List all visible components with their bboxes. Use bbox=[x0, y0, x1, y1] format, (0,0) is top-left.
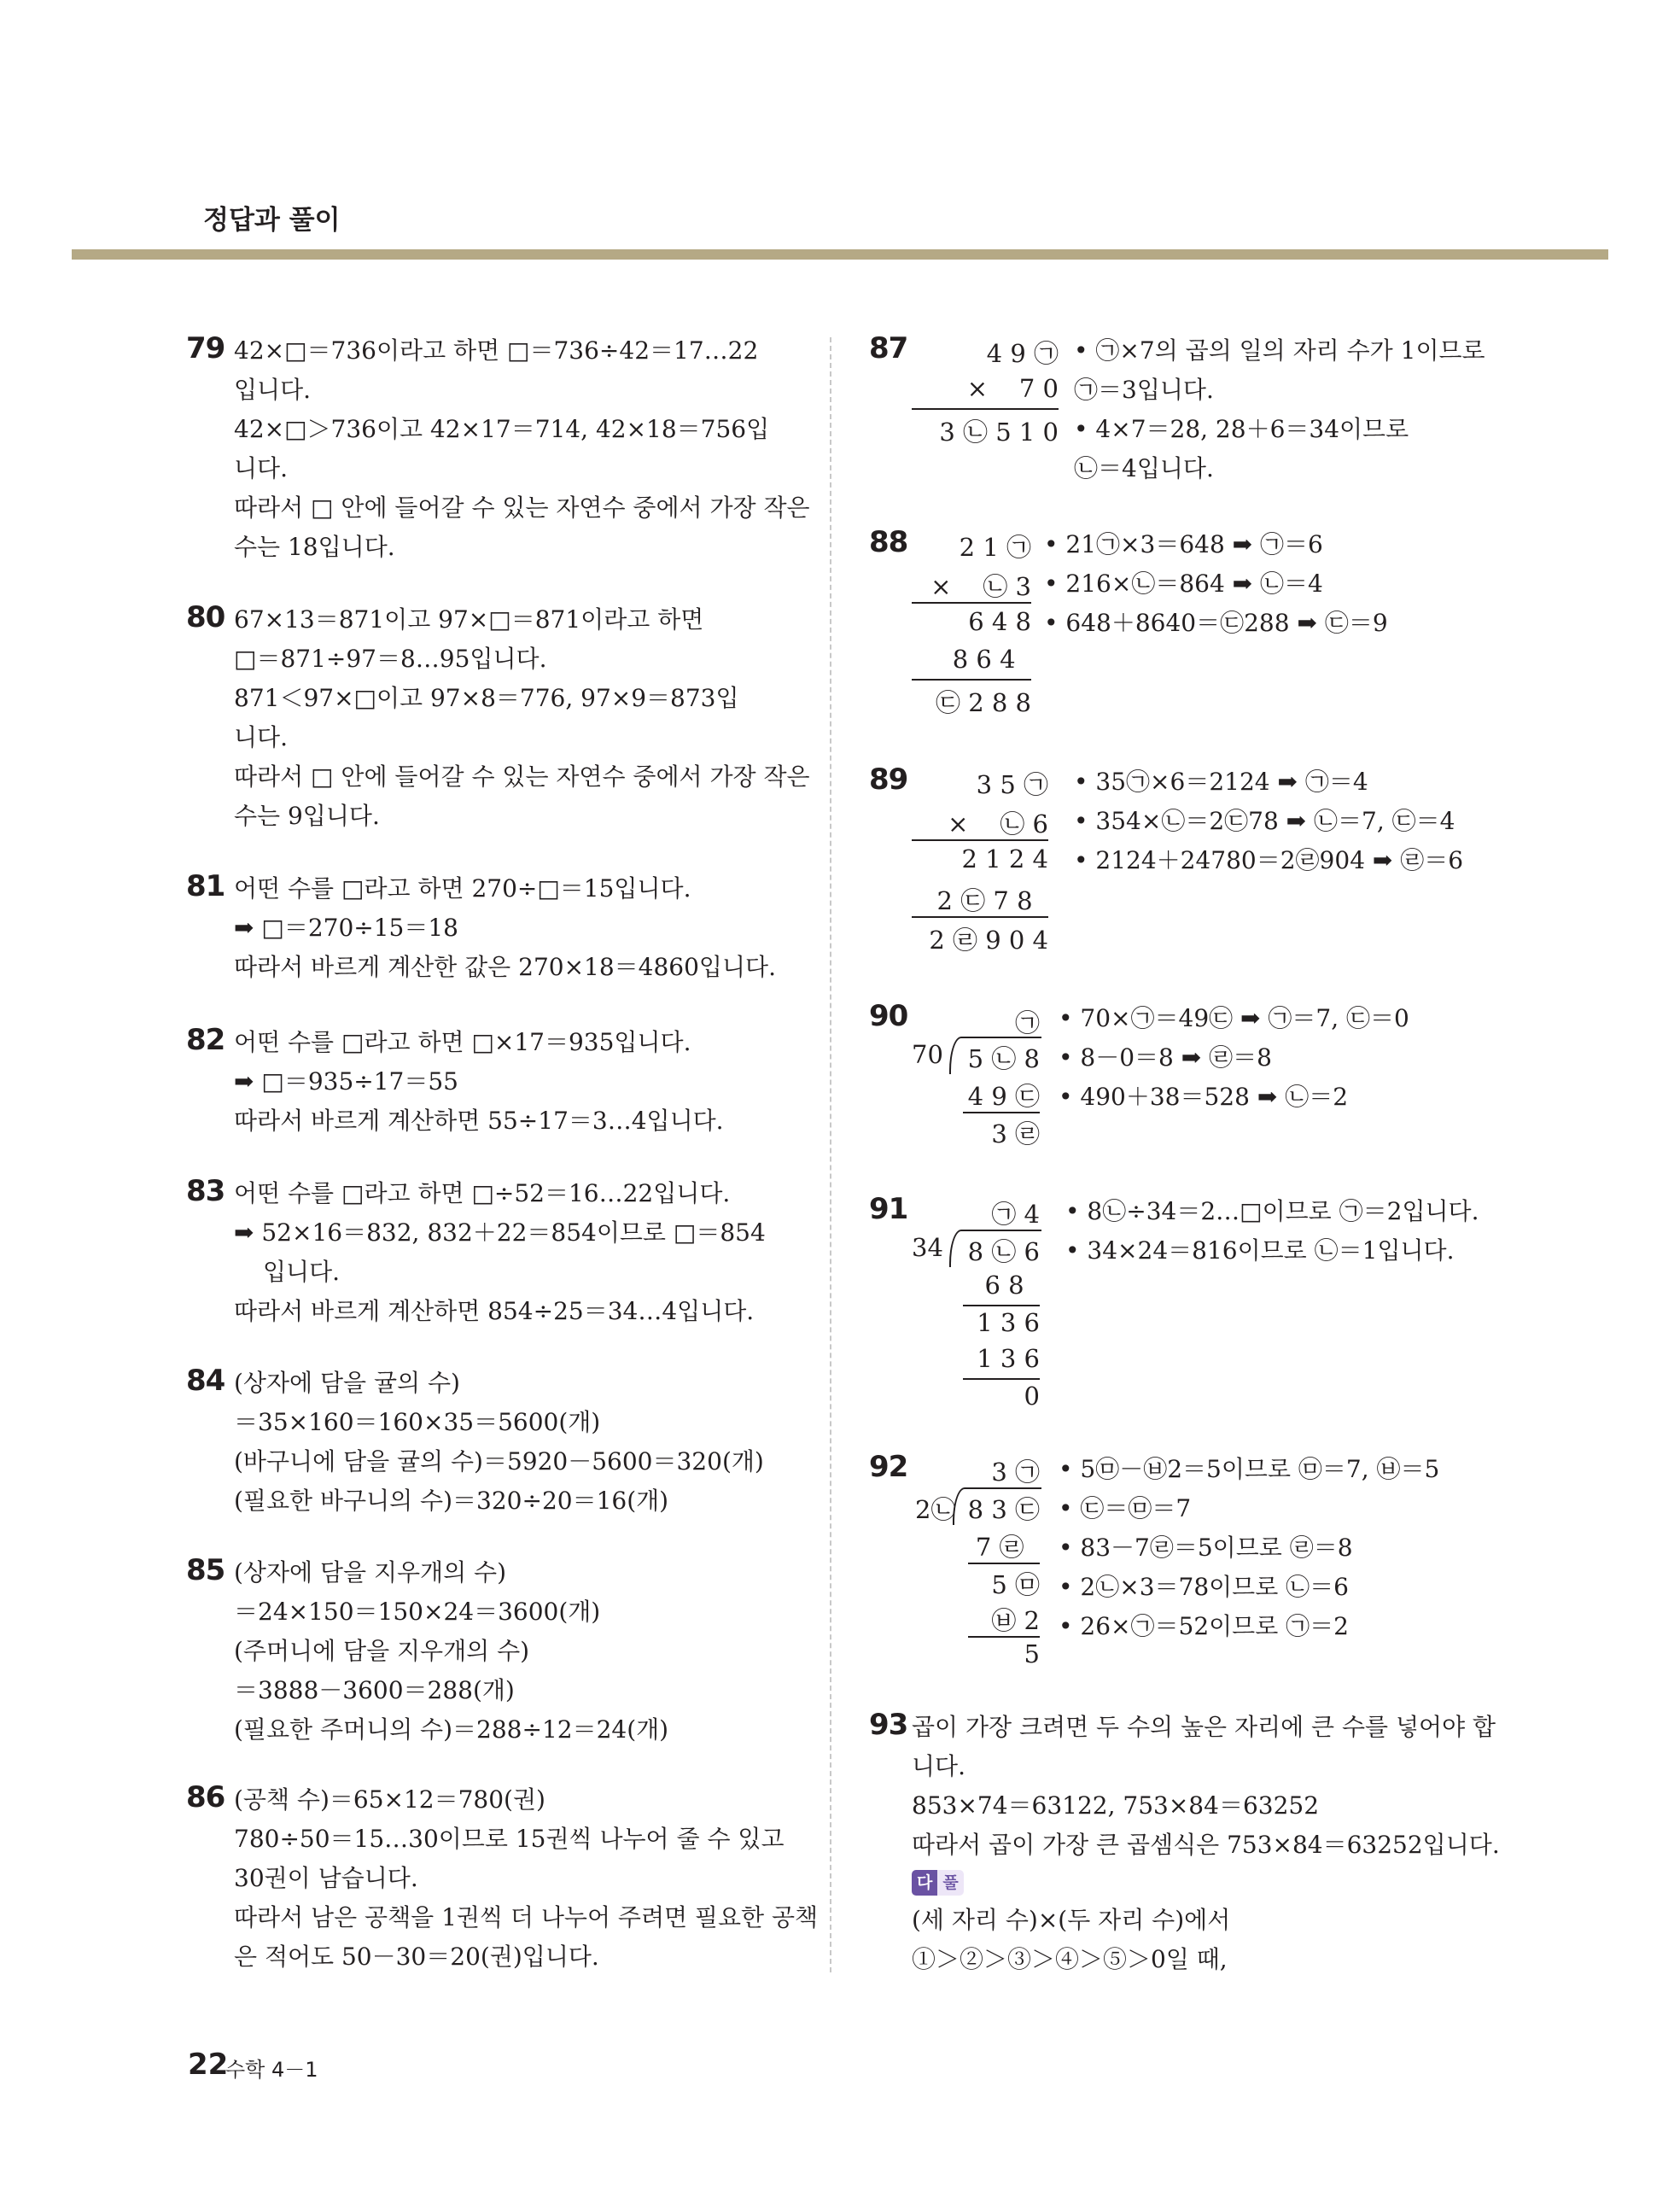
problem-number: 82 bbox=[186, 1023, 225, 1057]
problem-number: 90 bbox=[869, 999, 908, 1033]
calc-row: ㉢ 2 8 8 bbox=[935, 688, 1031, 717]
solution-line: (상자에 담을 지우개의 수) bbox=[234, 1558, 507, 1586]
calc-row: 1 3 6 bbox=[977, 1344, 1040, 1373]
note-line: ㉠＝3입니다. bbox=[1074, 376, 1214, 404]
solution-line: 853×74＝63122, 753×84＝63252 bbox=[912, 1791, 1320, 1820]
solution-line: 니다. bbox=[912, 1752, 965, 1780]
solution-line: (세 자리 수)×(두 자리 수)에서 bbox=[912, 1906, 1231, 1934]
solution-line: 따라서 □ 안에 들어갈 수 있는 자연수 중에서 가장 작은 bbox=[234, 762, 810, 791]
solution-line: (필요한 바구니의 수)＝320÷20＝16(개) bbox=[234, 1487, 669, 1515]
multiplication-layout bbox=[912, 331, 1059, 451]
solution-line: (상자에 담을 귤의 수) bbox=[234, 1369, 460, 1397]
note-line: • 2124＋24780＝2㉣904 ➡ ㉣＝6 bbox=[1074, 846, 1464, 874]
solution-line: 따라서 곱이 가장 큰 곱셈식은 753×84＝63252입니다. bbox=[912, 1831, 1500, 1859]
note-line: • 490＋38＝528 ➡ ㉡＝2 bbox=[1059, 1083, 1349, 1111]
calc-row: × ㉡ 6 bbox=[948, 809, 1048, 838]
calc-row: 6 8 bbox=[984, 1271, 1040, 1300]
solution-line: 67×13＝871이고 97×□＝871이라고 하면 bbox=[234, 605, 704, 634]
remainder-row: 0 bbox=[1024, 1382, 1040, 1411]
calc-rule bbox=[912, 602, 1031, 604]
solution-line: 니다. bbox=[234, 454, 288, 482]
divisor: 34 bbox=[912, 1233, 943, 1262]
calc-row: 2 ㉢ 7 8 bbox=[936, 886, 1048, 915]
problem-number: 88 bbox=[869, 525, 908, 559]
divisor: 70 bbox=[912, 1040, 943, 1069]
solution-line: 어떤 수를 □라고 하면 270÷□＝15입니다. bbox=[234, 874, 691, 903]
note-line: • 35㉠×6＝2124 ➡ ㉠＝4 bbox=[1074, 768, 1368, 796]
calc-row: 1 3 6 bbox=[977, 1308, 1040, 1337]
solution-line: (바구니에 담을 귤의 수)＝5920－5600＝320(개) bbox=[234, 1447, 764, 1475]
note-line: • 4×7＝28, 28＋6＝34이므로 bbox=[1074, 415, 1409, 443]
solution-line: ＝24×150＝150×24＝3600(개) bbox=[234, 1598, 601, 1626]
solution-line: 30권이 남습니다. bbox=[234, 1864, 418, 1892]
problem-number: 85 bbox=[186, 1553, 225, 1587]
note-line: • 34×24＝816이므로 ㉡＝1입니다. bbox=[1065, 1236, 1455, 1265]
note-line: • 354×㉡＝2㉢78 ➡ ㉡＝7, ㉢＝4 bbox=[1074, 807, 1455, 835]
multiplication-layout bbox=[912, 525, 1031, 730]
multiplication-layout bbox=[912, 762, 1048, 967]
solution-line: (필요한 주머니의 수)＝288÷12＝24(개) bbox=[234, 1715, 669, 1744]
calc-row: ㉥ 2 bbox=[991, 1606, 1040, 1635]
calc-row: 4 9 ㉠ bbox=[986, 339, 1059, 368]
remainder-row: 5 bbox=[1024, 1639, 1040, 1668]
quotient-row: 3 ㉠ bbox=[991, 1458, 1040, 1487]
solution-line: (주머니에 담을 지우개의 수) bbox=[234, 1637, 530, 1665]
solution-line: 따라서 바르게 계산한 값은 270×18＝4860입니다. bbox=[234, 953, 776, 981]
problem-number: 80 bbox=[186, 600, 225, 634]
solution-line: ①＞②＞③＞④＞⑤＞0일 때, bbox=[912, 1945, 1228, 1973]
note-line: • ㉢＝㉤＝7 bbox=[1059, 1494, 1192, 1522]
remainder-row: 3 ㉣ bbox=[991, 1119, 1040, 1148]
solution-line: 수는 18입니다. bbox=[234, 533, 395, 561]
solution-line: ＝3888－3600＝288(개) bbox=[234, 1676, 515, 1704]
problem-number: 93 bbox=[869, 1708, 908, 1742]
problem-number: 83 bbox=[186, 1174, 225, 1208]
divisor: 2㉡ bbox=[915, 1495, 956, 1524]
solution-line: 따라서 남은 공책을 1권씩 더 나누어 주려면 필요한 공책 bbox=[234, 1903, 819, 1931]
calc-row: 5 ㉤ bbox=[991, 1570, 1040, 1599]
note-line: • 216×㉡＝864 ➡ ㉡＝4 bbox=[1044, 570, 1323, 598]
solution-line: 어떤 수를 □라고 하면 □×17＝935입니다. bbox=[234, 1028, 691, 1056]
calc-row: 3 5 ㉠ bbox=[976, 770, 1048, 799]
calc-rule bbox=[912, 408, 1059, 410]
note-line: • 8㉡÷34＝2…□이므로 ㉠＝2입니다. bbox=[1065, 1197, 1479, 1225]
calc-row: 6 4 8 bbox=[968, 607, 1031, 636]
calc-row: 7 ㉣ bbox=[975, 1533, 1040, 1562]
solution-line: 수는 9입니다. bbox=[234, 802, 380, 830]
long-division-layout bbox=[912, 999, 1040, 1161]
solution-line: 곱이 가장 크려면 두 수의 높은 자리에 큰 수를 넣어야 합 bbox=[912, 1713, 1496, 1741]
problem-number: 92 bbox=[869, 1450, 908, 1484]
solution-line: 따라서 □ 안에 들어갈 수 있는 자연수 중에서 가장 작은 bbox=[234, 494, 810, 522]
calc-rule bbox=[968, 1563, 1040, 1564]
long-division-layout bbox=[912, 1450, 1040, 1680]
solution-line: 780÷50＝15…30이므로 15권씩 나누어 줄 수 있고 bbox=[234, 1825, 785, 1853]
quotient-row: ㉠ bbox=[1014, 1008, 1040, 1037]
problem-number: 79 bbox=[186, 331, 225, 365]
note-line: • 2㉡×3＝78이므로 ㉡＝6 bbox=[1059, 1573, 1349, 1601]
problem-number: 91 bbox=[869, 1192, 908, 1226]
calc-rule bbox=[912, 839, 1048, 841]
solution-line: ➡ 52×16＝832, 832＋22＝854이므로 □＝854 bbox=[234, 1218, 766, 1247]
calc-rule bbox=[963, 1112, 1040, 1113]
solution-line: 니다. bbox=[234, 723, 288, 751]
solution-line: 입니다. bbox=[263, 1258, 341, 1286]
note-line: • 70×㉠＝49㉢ ➡ ㉠＝7, ㉢＝0 bbox=[1059, 1004, 1409, 1032]
calc-rule bbox=[968, 1636, 1040, 1638]
note-line: • ㉠×7의 곱의 일의 자리 수가 1이므로 bbox=[1074, 336, 1485, 365]
solution-line: 42×□＞736이고 42×17＝714, 42×18＝756입 bbox=[234, 415, 770, 443]
footer-label: 수학 4－1 bbox=[225, 2058, 318, 2082]
badge-label-solution: 풀 bbox=[937, 1870, 963, 1896]
alternate-solution-badge bbox=[912, 1870, 964, 1896]
quotient-row: ㉠ 4 bbox=[991, 1200, 1040, 1229]
problem-number: 86 bbox=[186, 1780, 225, 1814]
page-number: 22 bbox=[188, 2048, 229, 2082]
solution-line: ＝35×160＝160×35＝5600(개) bbox=[234, 1408, 601, 1436]
solution-line: 은 적어도 50－30＝20(권)입니다. bbox=[234, 1943, 599, 1971]
solution-line: ➡ □＝270÷15＝18 bbox=[234, 914, 458, 942]
note-line: • 648＋8640＝㉢288 ➡ ㉢＝9 bbox=[1044, 609, 1388, 637]
note-line: • 21㉠×3＝648 ➡ ㉠＝6 bbox=[1044, 530, 1323, 558]
dividend-row: 8 3 ㉢ bbox=[967, 1495, 1040, 1524]
problem-number: 84 bbox=[186, 1364, 225, 1398]
note-line: ㉡＝4입니다. bbox=[1074, 454, 1214, 482]
calc-row: 4 9 ㉢ bbox=[967, 1082, 1040, 1111]
header-rule bbox=[72, 249, 1608, 260]
calc-rule bbox=[912, 679, 1031, 681]
note-line: • 26×㉠＝52이므로 ㉠＝2 bbox=[1059, 1612, 1349, 1640]
solution-line: □＝871÷97＝8…95입니다. bbox=[234, 645, 547, 673]
long-division-layout bbox=[912, 1192, 1040, 1423]
dividend-row: 5 ㉡ 8 bbox=[967, 1044, 1040, 1073]
calc-row: 2 1 2 4 bbox=[961, 844, 1048, 873]
solution-line: ➡ □＝935÷17＝55 bbox=[234, 1067, 458, 1096]
solution-line: 따라서 바르게 계산하면 55÷17＝3…4입니다. bbox=[234, 1107, 724, 1135]
problem-number: 81 bbox=[186, 869, 225, 903]
note-line: • 5㉤－㉥2＝5이므로 ㉤＝7, ㉥＝5 bbox=[1059, 1455, 1440, 1483]
calc-rule bbox=[963, 1305, 1040, 1306]
calc-rule bbox=[912, 916, 1048, 918]
column-divider bbox=[830, 337, 831, 1972]
calc-rule bbox=[963, 1378, 1040, 1380]
problem-number: 87 bbox=[869, 331, 908, 365]
badge-label-other: 다 bbox=[912, 1870, 937, 1896]
page-header-title: 정답과 풀이 bbox=[203, 205, 341, 236]
solution-line: (공책 수)＝65×12＝780(권) bbox=[234, 1785, 545, 1814]
problem-number: 89 bbox=[869, 762, 908, 797]
calc-row: 8 6 4 bbox=[952, 645, 1031, 674]
solution-line: 따라서 바르게 계산하면 854÷25＝34…4입니다. bbox=[234, 1297, 755, 1325]
solution-line: 입니다. bbox=[234, 376, 312, 404]
calc-row: × 7 0 bbox=[966, 374, 1059, 403]
note-line: • 83－7㉣＝5이므로 ㉣＝8 bbox=[1059, 1534, 1353, 1562]
solution-line: 871＜97×□이고 97×8＝776, 97×9＝873입 bbox=[234, 684, 739, 712]
solution-line: 42×□＝736이라고 하면 □＝736÷42＝17…22 bbox=[234, 336, 759, 365]
calc-row: 2 1 ㉠ bbox=[959, 533, 1031, 562]
calc-row: 2 ㉣ 9 0 4 bbox=[929, 926, 1048, 955]
calc-row: × ㉡ 3 bbox=[930, 572, 1031, 601]
note-line: • 8－0＝8 ➡ ㉣＝8 bbox=[1059, 1043, 1272, 1072]
solution-line: 어떤 수를 □라고 하면 □÷52＝16…22입니다. bbox=[234, 1179, 731, 1207]
dividend-row: 8 ㉡ 6 bbox=[967, 1237, 1040, 1266]
calc-row: 3 ㉡ 5 1 0 bbox=[939, 418, 1059, 447]
